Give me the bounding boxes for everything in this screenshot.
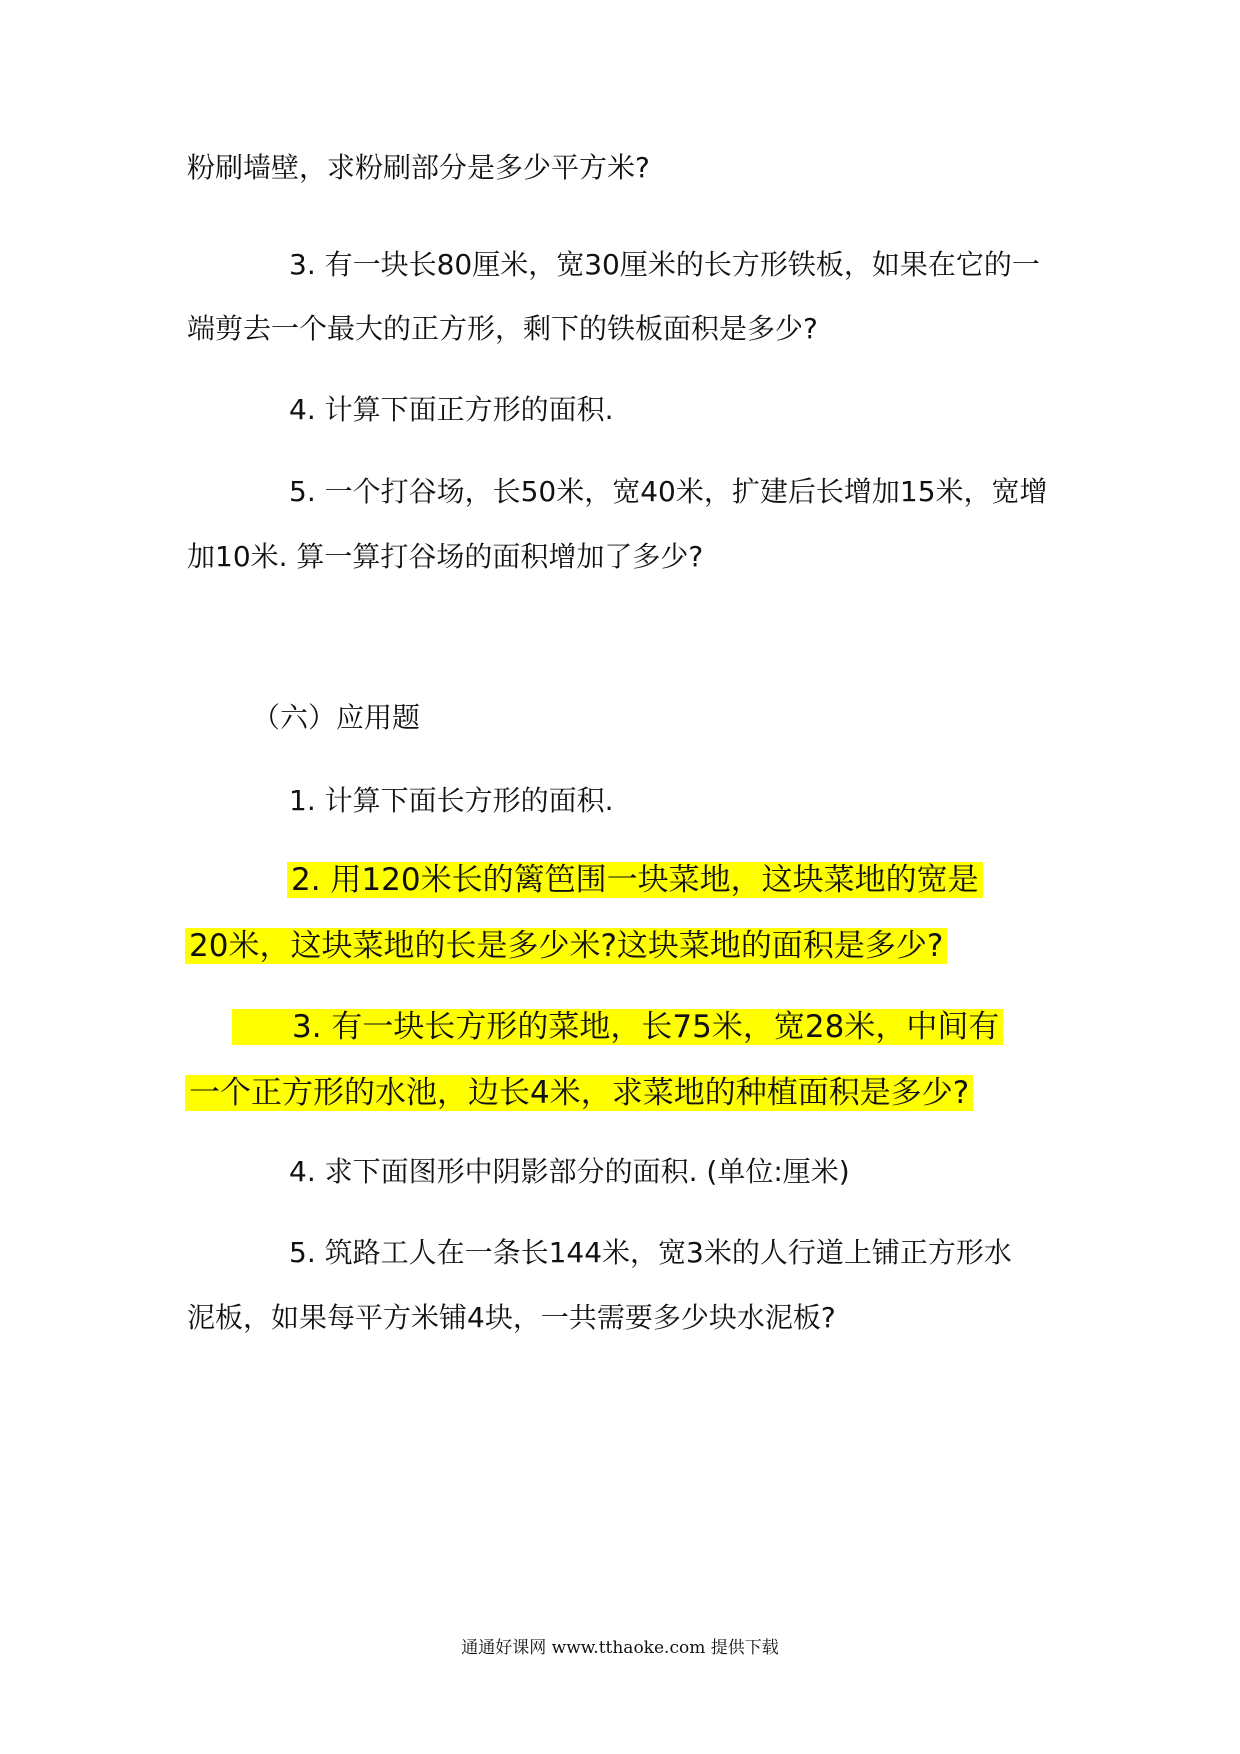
prev-question-5-line1: 5. 一个打谷场，长50米，宽40米，扩建后长增加15米，宽增 bbox=[289, 475, 1048, 508]
highlight-mark: 20米，这块菜地的长是多少米?这块菜地的面积是多少? bbox=[185, 928, 947, 964]
page-footer: 通通好课网 www.tthaoke.com 提供下载 bbox=[461, 1638, 779, 1658]
question-3-line1 bbox=[232, 1004, 1003, 1050]
prev-question-continuation: 粉刷墙壁，求粉刷部分是多少平方米? bbox=[187, 151, 650, 184]
section-heading: （六）应用题 bbox=[252, 701, 421, 734]
prev-question-3-line2: 端剪去一个最大的正方形，剩下的铁板面积是多少? bbox=[187, 312, 818, 345]
prev-question-4: 4. 计算下面正方形的面积. bbox=[289, 393, 614, 426]
prev-question-5-line2: 加10米. 算一算打谷场的面积增加了多少? bbox=[187, 540, 704, 573]
highlight-mark: 一个正方形的水池，边长4米，求菜地的种植面积是多少? bbox=[185, 1075, 973, 1111]
question-3-line2 bbox=[185, 1070, 973, 1116]
question-5-line1: 5. 筑路工人在一条长144米，宽3米的人行道上铺正方形水 bbox=[289, 1236, 1012, 1269]
question-2-line1 bbox=[287, 857, 983, 903]
highlight-mark: 3. 有一块长方形的菜地，长75米，宽28米，中间有 bbox=[232, 1009, 1003, 1045]
prev-question-3-line1: 3. 有一块长80厘米，宽30厘米的长方形铁板，如果在它的一 bbox=[289, 248, 1040, 281]
question-5-line2: 泥板，如果每平方米铺4块，一共需要多少块水泥板? bbox=[187, 1301, 836, 1334]
question-2-line2 bbox=[185, 923, 947, 969]
question-4: 4. 求下面图形中阴影部分的面积. (单位:厘米) bbox=[289, 1155, 850, 1188]
highlight-mark: 2. 用120米长的篱笆围一块菜地，这块菜地的宽是 bbox=[287, 862, 983, 898]
question-1: 1. 计算下面长方形的面积. bbox=[289, 784, 614, 817]
